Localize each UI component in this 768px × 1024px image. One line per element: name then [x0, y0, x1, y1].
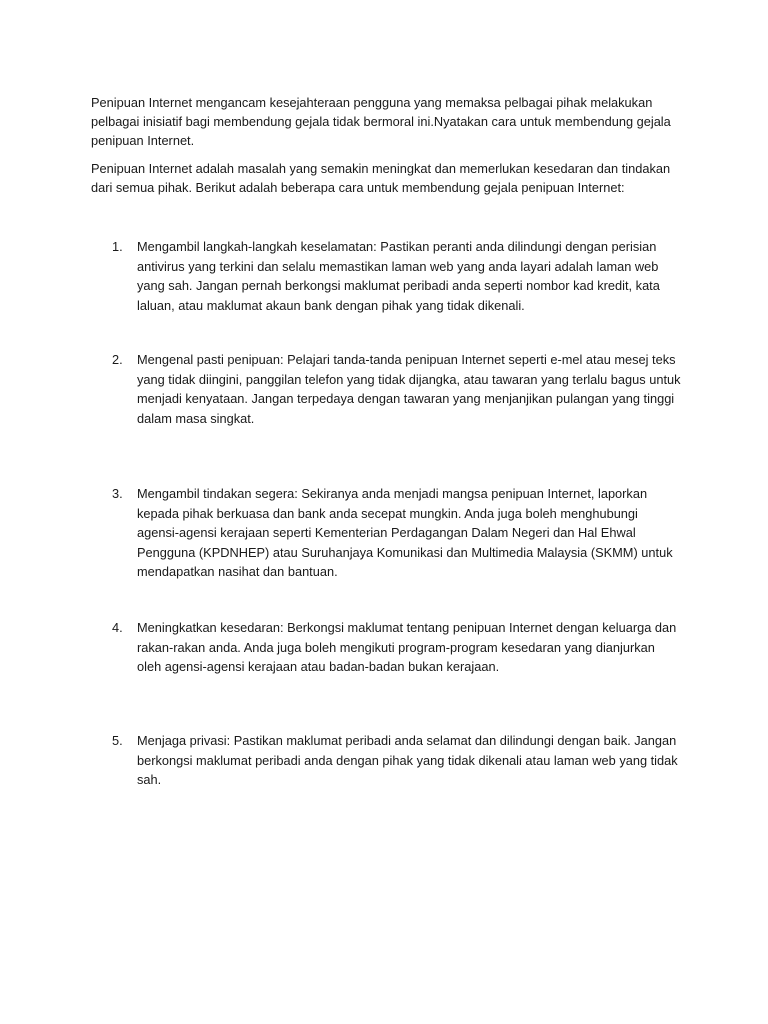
intro-paragraph: Penipuan Internet adalah masalah yang semakin meningkat dan memerlukan kesedaran dan tindakan dari semua pihak. Berikut adalah beberapa cara untuk membendung gejala penipuan Internet:	[91, 161, 671, 195]
list-item-text: Menjaga privasi: Pastikan maklumat peribadi anda selamat dan dilindungi dengan baik. Jangan berkongsi maklumat peribadi anda dengan pihak yang tidak dikenali atau laman web yang tidak sah.	[137, 733, 678, 787]
list-item-text: Mengambil langkah-langkah keselamatan: Pastikan peranti anda dilindungi dengan perisian antivirus yang terkini dan selalu memastikan laman web yang anda layari adalah laman web yang sah. Jangan pernah berkongsi maklumat peribadi anda seperti nombor kad kredit, kata laluan, atau maklumat akaun bank dengan pihak yang tidak dikenali.	[137, 239, 660, 313]
list-item-number: 1.	[112, 239, 123, 254]
list-item-number: 5.	[112, 733, 123, 748]
list-item-number: 2.	[112, 352, 123, 367]
list-item-number: 4.	[112, 620, 123, 635]
question-paragraph: Penipuan Internet mengancam kesejahteraan pengguna yang memaksa pelbagai pihak melakukan pelbagai inisiatif bagi membendung gejala tidak bermoral ini.Nyatakan cara untuk membendung gejala penipuan Internet.	[91, 95, 671, 148]
list-item-text: Meningkatkan kesedaran: Berkongsi maklumat tentang penipuan Internet dengan keluarga dan rakan-rakan anda. Anda juga boleh mengikuti program-program kesedaran yang dianjurkan oleh agensi-agensi kerajaan atau badan-badan bukan kerajaan.	[137, 620, 677, 674]
list-item-number: 3.	[112, 486, 123, 501]
list-item-text: Mengenal pasti penipuan: Pelajari tanda-tanda penipuan Internet seperti e-mel atau mesej teks yang tidak diingini, panggilan telefon yang tidak dijangka, atau tawaran yang terlalu bagus untuk menjadi kenyataan. Jangan terpedaya dengan tawaran yang menjanjikan pulangan yang tinggi dalam masa singkat.	[137, 352, 681, 426]
list-item-text: Mengambil tindakan segera: Sekiranya anda menjadi mangsa penipuan Internet, laporkan kepada pihak berkuasa dan bank anda secepat mungkin. Anda juga boleh menghubungi agensi-agensi kerajaan seperti Kementerian Perdagangan Dalam Negeri dan Hal Ehwal Pengguna (KPDNHEP) atau Suruhanjaya Komunikasi dan Multimedia Malaysia (SKMM) untuk mendapatkan nasihat dan bantuan.	[137, 486, 673, 579]
